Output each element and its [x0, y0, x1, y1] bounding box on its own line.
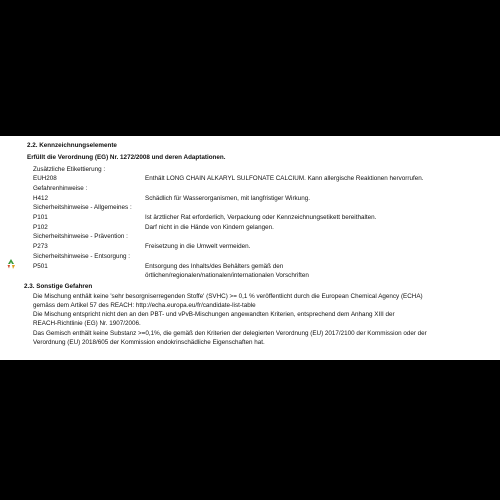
h-code: H412: [33, 195, 49, 202]
p102-code: P102: [33, 224, 48, 231]
supplemental-label: Zusätzliche Etikettierung :: [33, 166, 106, 173]
other-hazards-line-4: REACH-Richtlinie (EG) Nr. 1907/2006.: [33, 320, 141, 327]
p501-code: P501: [33, 263, 48, 270]
p501-text-line-1: Entsorgung des Inhalts/des Behälters gemäß den: [145, 263, 284, 270]
hazard-label: Gefahrenhinweise :: [33, 185, 88, 192]
other-hazards-line-2: gemäss dem Artikel 57 des REACH: http://echa.europa.eu/fr/candidate-list-table: [33, 302, 256, 309]
recycle-icon: [5, 258, 17, 270]
p101-code: P101: [33, 214, 48, 221]
other-hazards-line-3: Die Mischung entspricht nicht den an den PBT- und vPvB-Mischungen angewandten Kriterien, entsprechend dem Anhang XIII der: [33, 311, 395, 318]
other-hazards-line-1: Die Mischung enthält keine 'sehr besorgniserregenden Stoffe' (SVHC) >= 0,1 % veröffentlicht durch die European Chemical Agency (ECHA): [33, 293, 423, 300]
euh-code: EUH208: [33, 175, 57, 182]
section-2-2-heading: 2.2. Kennzeichnungselemente: [27, 142, 117, 149]
general-label: Sicherheitshinweise - Allgemeines :: [33, 204, 132, 211]
other-hazards-line-5: Das Gemisch enthält keine Substanz >=0,1%, die gemäß den Kriterien der delegierten Verordnung (EU) 2017/2100 der Kommission oder der: [33, 330, 427, 337]
p101-text: Ist ärztlicher Rat erforderlich, Verpackung oder Kennzeichnungsetikett bereithalten.: [145, 214, 377, 221]
other-hazards-line-6: Verordnung (EU) 2018/605 der Kommission endokrinschädliche Eigenschaften hat.: [33, 339, 265, 346]
document-page: [0, 136, 500, 360]
p273-code: P273: [33, 243, 48, 250]
p501-text-line-2: örtlichen/regionalen/nationalen/internationalen Vorschriften: [145, 272, 309, 279]
euh-text: Enthält LONG CHAIN ALKARYL SULFONATE CALCIUM. Kann allergische Reaktionen hervorrufen.: [145, 175, 424, 182]
section-2-3-heading: 2.3. Sonstige Gefahren: [24, 283, 93, 290]
disposal-label: Sicherheitshinweise - Entsorgung :: [33, 253, 130, 260]
h-text: Schädlich für Wasserorganismen, mit langfristiger Wirkung.: [145, 195, 310, 202]
p273-text: Freisetzung in die Umwelt vermeiden.: [145, 243, 251, 250]
p102-text: Darf nicht in die Hände von Kindern gelangen.: [145, 224, 274, 231]
prevention-label: Sicherheitshinweise - Prävention :: [33, 233, 128, 240]
regulation-statement: Erfüllt die Verordnung (EG) Nr. 1272/2008 und deren Adaptationen.: [27, 154, 226, 161]
